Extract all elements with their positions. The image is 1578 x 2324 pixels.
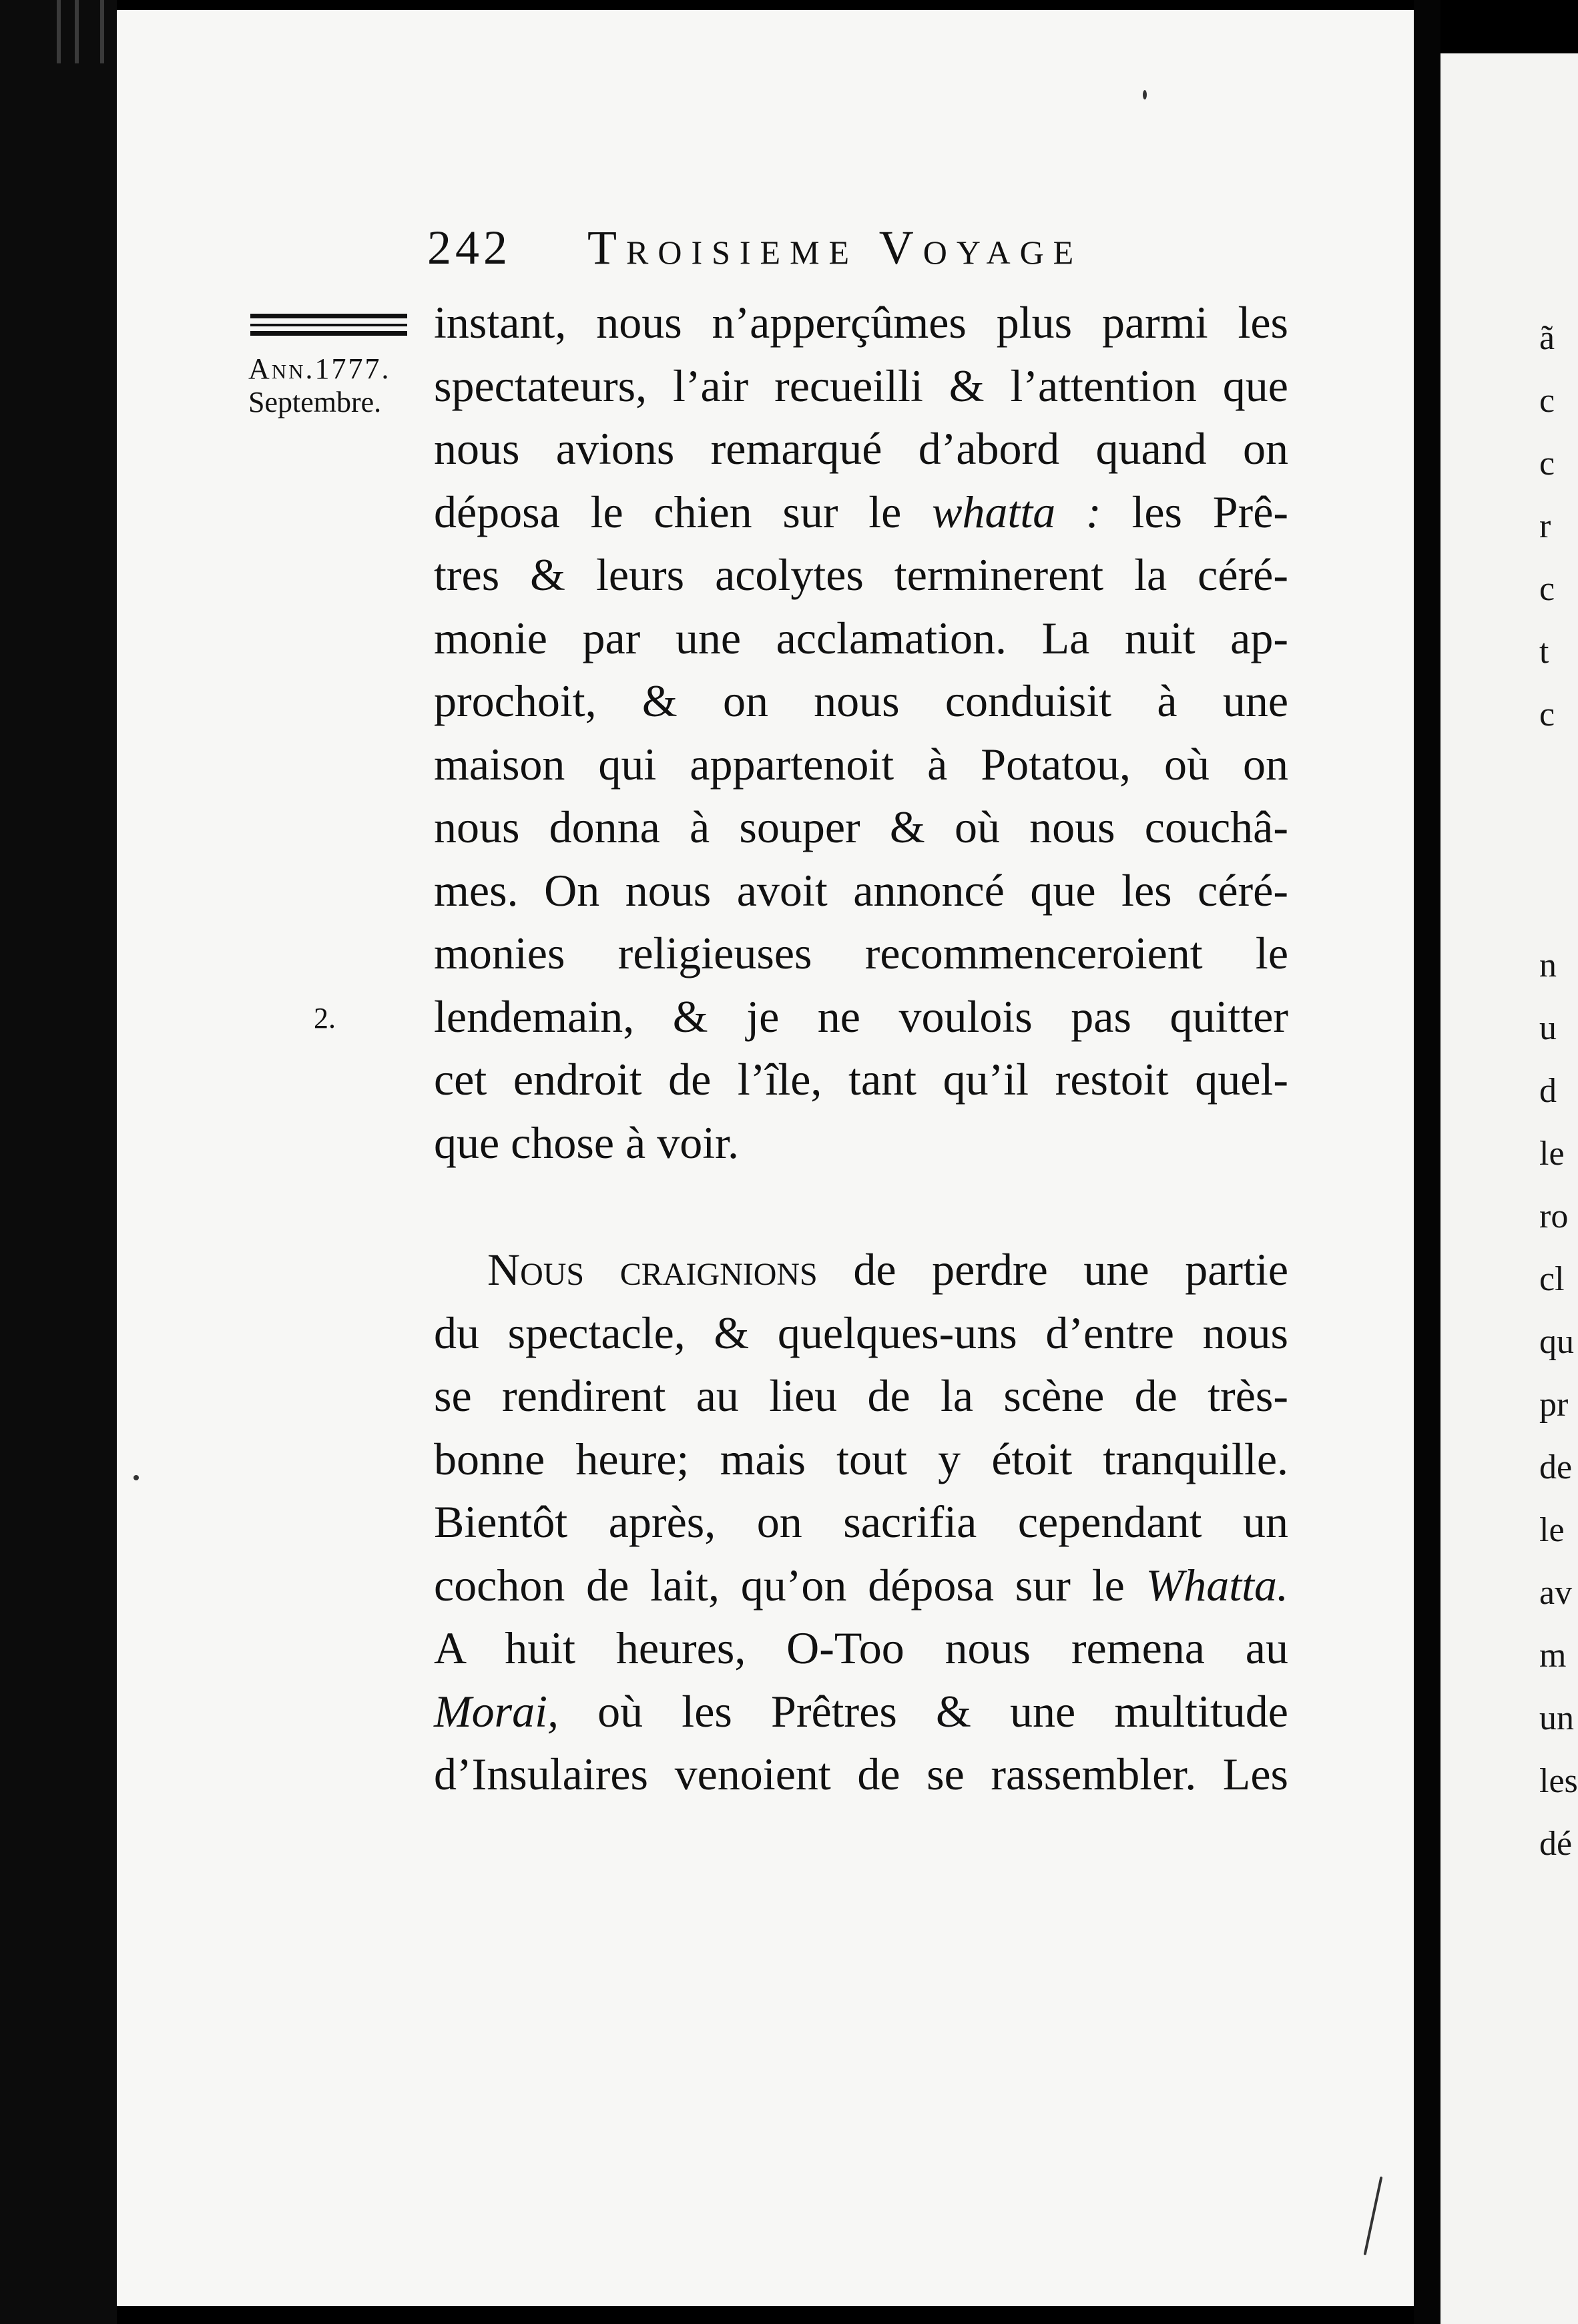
left-binding-edge	[0, 0, 117, 2324]
binding-line	[57, 0, 61, 63]
italic-term: whatta :	[932, 486, 1101, 537]
facing-page-line: c	[1539, 382, 1555, 420]
text-line	[434, 1554, 1288, 1617]
italic-term: Morai,	[434, 1685, 559, 1737]
running-header	[427, 220, 1288, 287]
text-line: bonne heure; mais tout y étoit tranquille.	[434, 1433, 1288, 1484]
facing-page-line: u	[1539, 1009, 1557, 1047]
margin-day-marker: 2.	[314, 1002, 336, 1035]
margin-rule	[250, 314, 407, 318]
text-line: cet endroit de l’île, tant qu’il restoit quel-	[434, 1054, 1288, 1105]
facing-page-line: dé	[1539, 1825, 1573, 1863]
binding-line	[75, 0, 79, 63]
facing-page-line: le	[1539, 1511, 1565, 1549]
facing-page-line	[1539, 809, 1578, 872]
text-line: Bientôt après, on sacrifia cependant un	[434, 1496, 1288, 1547]
facing-page-line: les	[1539, 1762, 1578, 1800]
facing-page-line: cl	[1539, 1260, 1565, 1298]
text-line	[434, 1680, 1288, 1743]
text-line: nous avions remarqué d’abord quand on	[434, 423, 1288, 474]
margin-rule	[250, 331, 407, 336]
text-line: nous donna à souper & où nous couchâ-	[434, 802, 1288, 852]
facing-page-line	[1539, 746, 1578, 809]
text-fragment: de perdre une partie	[853, 1244, 1289, 1295]
text-fragment: où les Prêtres & une multitude	[597, 1685, 1288, 1737]
text-line: prochoit, & on nous conduisit à une	[434, 675, 1288, 726]
text-line: d’Insulaires venoient de se rassembler. Les	[434, 1749, 1288, 1799]
text-line: monies religieuses recommenceroient le	[434, 928, 1288, 978]
text-line: du spectacle, & quelques-uns d’entre nous	[434, 1307, 1288, 1358]
facing-page-fragment	[1440, 53, 1578, 2324]
facing-page-line: d	[1539, 1072, 1557, 1110]
facing-page-text	[1539, 307, 1578, 1875]
facing-page-line: r	[1539, 507, 1551, 545]
facing-page-line: un	[1539, 1699, 1574, 1737]
facing-page-line: ã	[1539, 319, 1555, 357]
text-line: spectateurs, l’air recueilli & l’attention que	[434, 360, 1288, 411]
small-caps-lead: Nous craignions	[487, 1244, 818, 1295]
facing-page-line: av	[1539, 1574, 1573, 1612]
print-speck	[1143, 90, 1147, 99]
text-line: se rendirent au lieu de la scène de très-	[434, 1370, 1288, 1421]
facing-page-line: le	[1539, 1135, 1565, 1173]
facing-page-line: t	[1539, 633, 1549, 671]
paragraph-1	[434, 291, 1288, 1174]
text-line: A huit heures, O-Too nous remena au	[434, 1623, 1288, 1673]
text-fragment: les Prê-	[1131, 486, 1289, 537]
text-line	[434, 481, 1288, 544]
facing-page-line: c	[1539, 570, 1555, 608]
facing-page-line: ro	[1539, 1197, 1569, 1235]
facing-page-line: pr	[1539, 1386, 1569, 1424]
text-line	[434, 1238, 1288, 1301]
margin-month: Septembre.	[248, 386, 382, 418]
text-line: monie par une acclamation. La nuit ap-	[434, 612, 1288, 663]
italic-term: Whatta.	[1145, 1559, 1289, 1611]
text-fragment: déposa le chien sur le	[434, 486, 902, 537]
facing-page-line: de	[1539, 1448, 1573, 1486]
margin-year: Ann.1777.	[248, 352, 391, 385]
facing-page-line: qu	[1539, 1323, 1574, 1361]
paragraph-2	[434, 1238, 1288, 1806]
text-line: mes. On nous avoit annoncé que les céré-	[434, 864, 1288, 916]
margin-rule	[250, 324, 407, 326]
facing-page-line: c	[1539, 445, 1555, 483]
facing-page-line: m	[1539, 1637, 1567, 1675]
text-line: instant, nous n’apperçûmes plus parmi les	[434, 297, 1288, 348]
print-speck	[134, 1475, 139, 1480]
facing-page-line: n	[1539, 946, 1557, 984]
text-line: que chose à voir.	[434, 1117, 739, 1168]
margin-date-note	[248, 352, 391, 419]
text-line: maison qui appartenoit à Potatou, où on	[434, 738, 1288, 790]
binding-line	[100, 0, 104, 63]
facing-page-line	[1539, 872, 1578, 934]
text-line: lendemain, & je ne voulois pas quitter	[434, 990, 1288, 1042]
running-title: Troisieme Voyage	[587, 221, 1083, 274]
facing-page-line: c	[1539, 695, 1555, 734]
text-line: tres & leurs acolytes terminerent la céré-	[434, 549, 1288, 600]
page-gutter	[1414, 0, 1440, 2324]
text-fragment: cochon de lait, qu’on déposa sur le	[434, 1559, 1125, 1611]
page-number: 242	[427, 221, 511, 274]
